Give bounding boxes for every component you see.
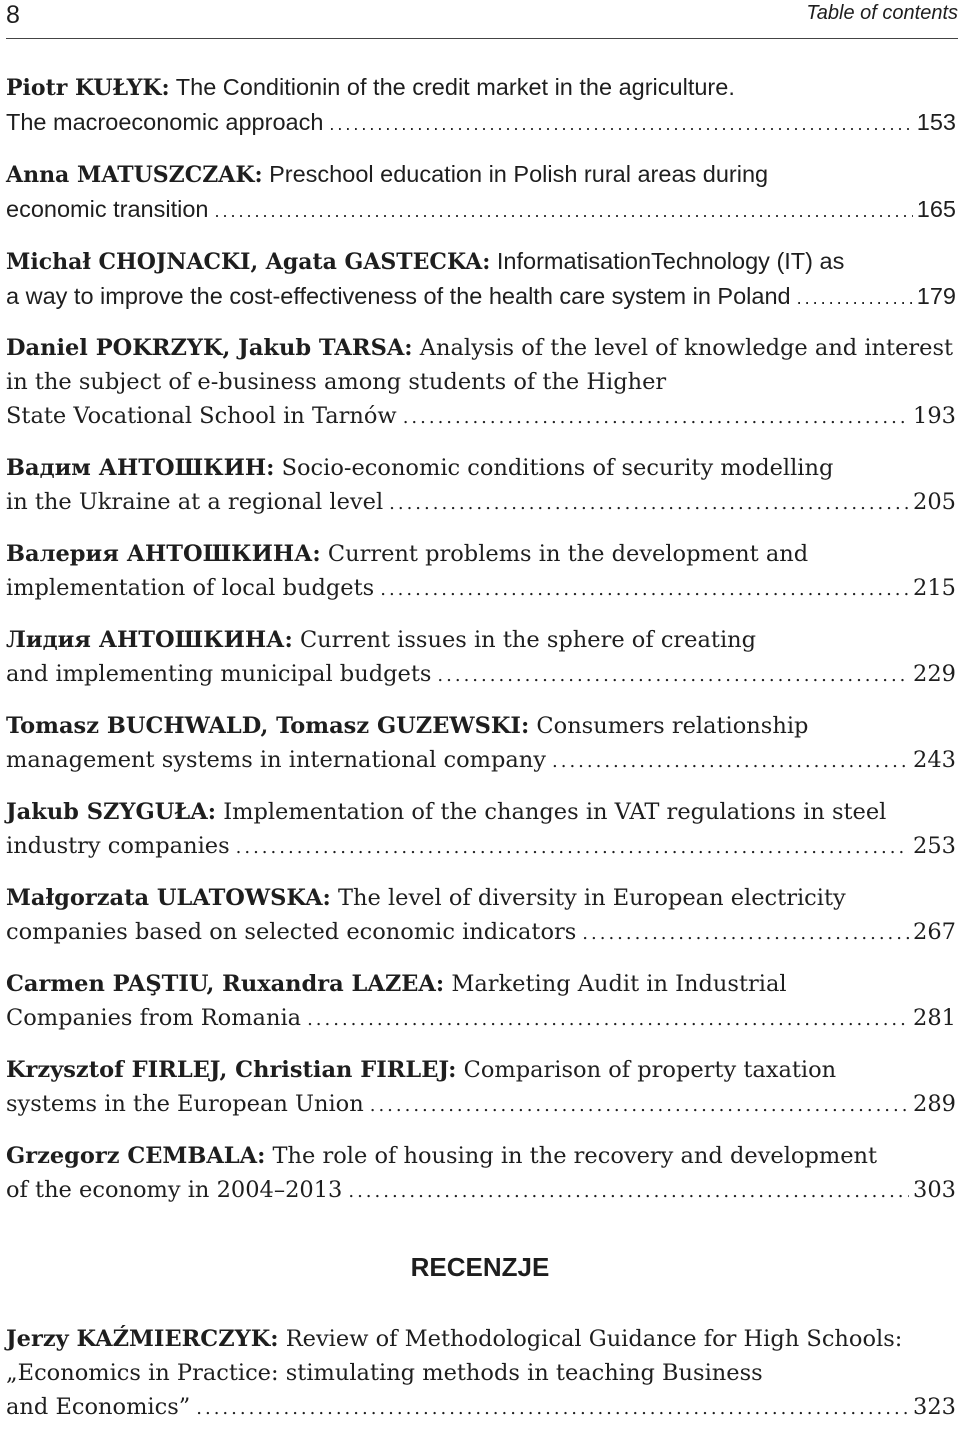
toc-entry[interactable] xyxy=(6,331,956,435)
toc-entry-page: 205 xyxy=(913,489,956,515)
toc-entry-title-end: of the economy in 2004–2013 xyxy=(6,1177,343,1203)
toc-entry-title-end: and implementing municipal budgets xyxy=(6,661,432,687)
toc-entry-title: Review of Methodological Guidance for High Schools: „Economics in Practice: stimulating methods in teaching Business xyxy=(6,1326,903,1386)
toc-entry[interactable] xyxy=(6,451,956,521)
toc-entry-page: 153 xyxy=(916,109,956,135)
dot-leader xyxy=(329,107,912,141)
dot-leader xyxy=(307,1003,909,1037)
toc-entry-page: 179 xyxy=(916,283,956,309)
toc-entry[interactable] xyxy=(6,70,956,141)
toc-entry-page: 289 xyxy=(913,1091,956,1117)
toc-entry-authors: Anna MATUSZCZAK: xyxy=(6,162,263,188)
section-heading-recenzje: RECENZJE xyxy=(410,1252,550,1282)
toc-entry-title: The level of diversity in European electricity xyxy=(330,885,846,911)
toc-entry[interactable] xyxy=(6,157,956,228)
toc-entry-title: Implementation of the changes in VAT regulations in steel xyxy=(216,799,887,825)
toc-entry[interactable] xyxy=(6,1322,956,1426)
toc-entry-title-end: companies based on selected economic indicators xyxy=(6,919,577,945)
toc-entry-title: Socio-economic conditions of security modelling xyxy=(274,455,834,481)
toc-entry-page: 215 xyxy=(913,575,956,601)
toc-entry[interactable] xyxy=(6,881,956,951)
dot-leader xyxy=(214,194,912,228)
dot-leader xyxy=(389,487,909,521)
toc-entry-title: Preschool education in Polish rural areas during xyxy=(262,161,769,187)
toc-entry-authors: Валерия АНТОШКИНА: xyxy=(6,541,321,567)
toc-entry[interactable] xyxy=(6,795,956,865)
dot-leader xyxy=(797,281,913,315)
toc-entry-authors: Лидия АНТОШКИНА: xyxy=(6,627,293,653)
toc-entry-title: Marketing Audit in Industrial xyxy=(444,971,787,997)
dot-leader xyxy=(380,573,909,607)
dot-leader xyxy=(552,745,909,779)
dot-leader xyxy=(196,1392,909,1426)
toc-entry-authors: Daniel POKRZYK, Jakub TARSA: xyxy=(6,335,413,361)
toc-entry-page: 229 xyxy=(913,661,956,687)
dot-leader xyxy=(370,1089,909,1123)
toc-entry-page: 243 xyxy=(913,747,956,773)
page-number: 8 xyxy=(6,1,20,29)
toc-entry-authors: Piotr KUŁYK: xyxy=(6,75,170,101)
toc-entry-title: Current problems in the development and xyxy=(320,541,809,567)
toc-entry[interactable] xyxy=(6,623,956,693)
toc-entry-authors: Tomasz BUCHWALD, Tomasz GUZEWSKI: xyxy=(6,713,530,739)
toc-entry[interactable] xyxy=(6,1053,956,1123)
toc-entry-authors: Вадим АНТОШКИН: xyxy=(6,455,275,481)
toc-entry-title-end: State Vocational School in Tarnów xyxy=(6,403,397,429)
dot-leader xyxy=(437,659,909,693)
review-section xyxy=(6,1322,956,1442)
toc-entry[interactable] xyxy=(6,1139,956,1209)
dot-leader xyxy=(348,1175,909,1209)
toc-entry-title: InformatisationTechnology (IT) as xyxy=(490,248,845,274)
toc-entry-authors: Michał CHOJNACKI, Agata GASTECKA: xyxy=(6,249,491,275)
toc-entry-title: Analysis of the level of knowledge and interest in the subject of e-business among students of the Higher xyxy=(6,335,954,395)
toc-entry-title-end: in the Ukraine at a regional level xyxy=(6,489,384,515)
toc-entry-page: 165 xyxy=(916,196,956,222)
table-of-contents xyxy=(6,70,956,1225)
dot-leader xyxy=(236,831,909,865)
toc-entry-title: Consumers relationship xyxy=(529,713,809,739)
toc-entry-title-end: and Economics” xyxy=(6,1394,191,1420)
toc-entry-authors: Jerzy KAŹMIERCZYK: xyxy=(6,1326,279,1352)
toc-entry-title-end: industry companies xyxy=(6,833,230,859)
toc-entry-page: 267 xyxy=(913,919,956,945)
toc-entry-title-end: management systems in international company xyxy=(6,747,546,773)
dot-leader xyxy=(582,917,909,951)
toc-entry-title: Current issues in the sphere of creating xyxy=(292,627,757,653)
toc-entry-title-end: The macroeconomic approach xyxy=(6,109,324,135)
toc-entry-page: 253 xyxy=(913,833,956,859)
toc-entry-title: The Conditionin of the credit market in the agriculture. xyxy=(169,74,735,100)
page-header xyxy=(6,0,958,39)
toc-entry-title: Comparison of property taxation xyxy=(456,1057,837,1083)
toc-entry-page: 193 xyxy=(913,403,956,429)
toc-entry-authors: Grzegorz CEMBALA: xyxy=(6,1143,266,1169)
running-title: Table of contents xyxy=(806,2,958,24)
toc-entry-title-end: systems in the European Union xyxy=(6,1091,364,1117)
toc-entry-title-end: implementation of local budgets xyxy=(6,575,375,601)
toc-entry[interactable] xyxy=(6,244,956,315)
toc-entry[interactable] xyxy=(6,537,956,607)
toc-entry-title-end: economic transition xyxy=(6,196,209,222)
toc-entry-authors: Jakub SZYGUŁA: xyxy=(6,799,217,825)
toc-entry[interactable] xyxy=(6,967,956,1037)
toc-entry[interactable] xyxy=(6,709,956,779)
toc-entry-title-end: a way to improve the cost-effectiveness of the health care system in Poland xyxy=(6,283,791,309)
toc-entry-page: 323 xyxy=(913,1394,956,1420)
toc-entry-authors: Carmen PAŞTIU, Ruxandra LAZEA: xyxy=(6,971,445,997)
toc-entry-title: The role of housing in the recovery and development xyxy=(265,1143,878,1169)
dot-leader xyxy=(403,401,909,435)
toc-entry-title-end: Companies from Romania xyxy=(6,1005,302,1031)
toc-entry-authors: Małgorzata ULATOWSKA: xyxy=(6,885,331,911)
toc-entry-page: 303 xyxy=(913,1177,956,1203)
toc-entry-authors: Krzysztof FIRLEJ, Christian FIRLEJ: xyxy=(6,1057,457,1083)
toc-entry-page: 281 xyxy=(913,1005,956,1031)
